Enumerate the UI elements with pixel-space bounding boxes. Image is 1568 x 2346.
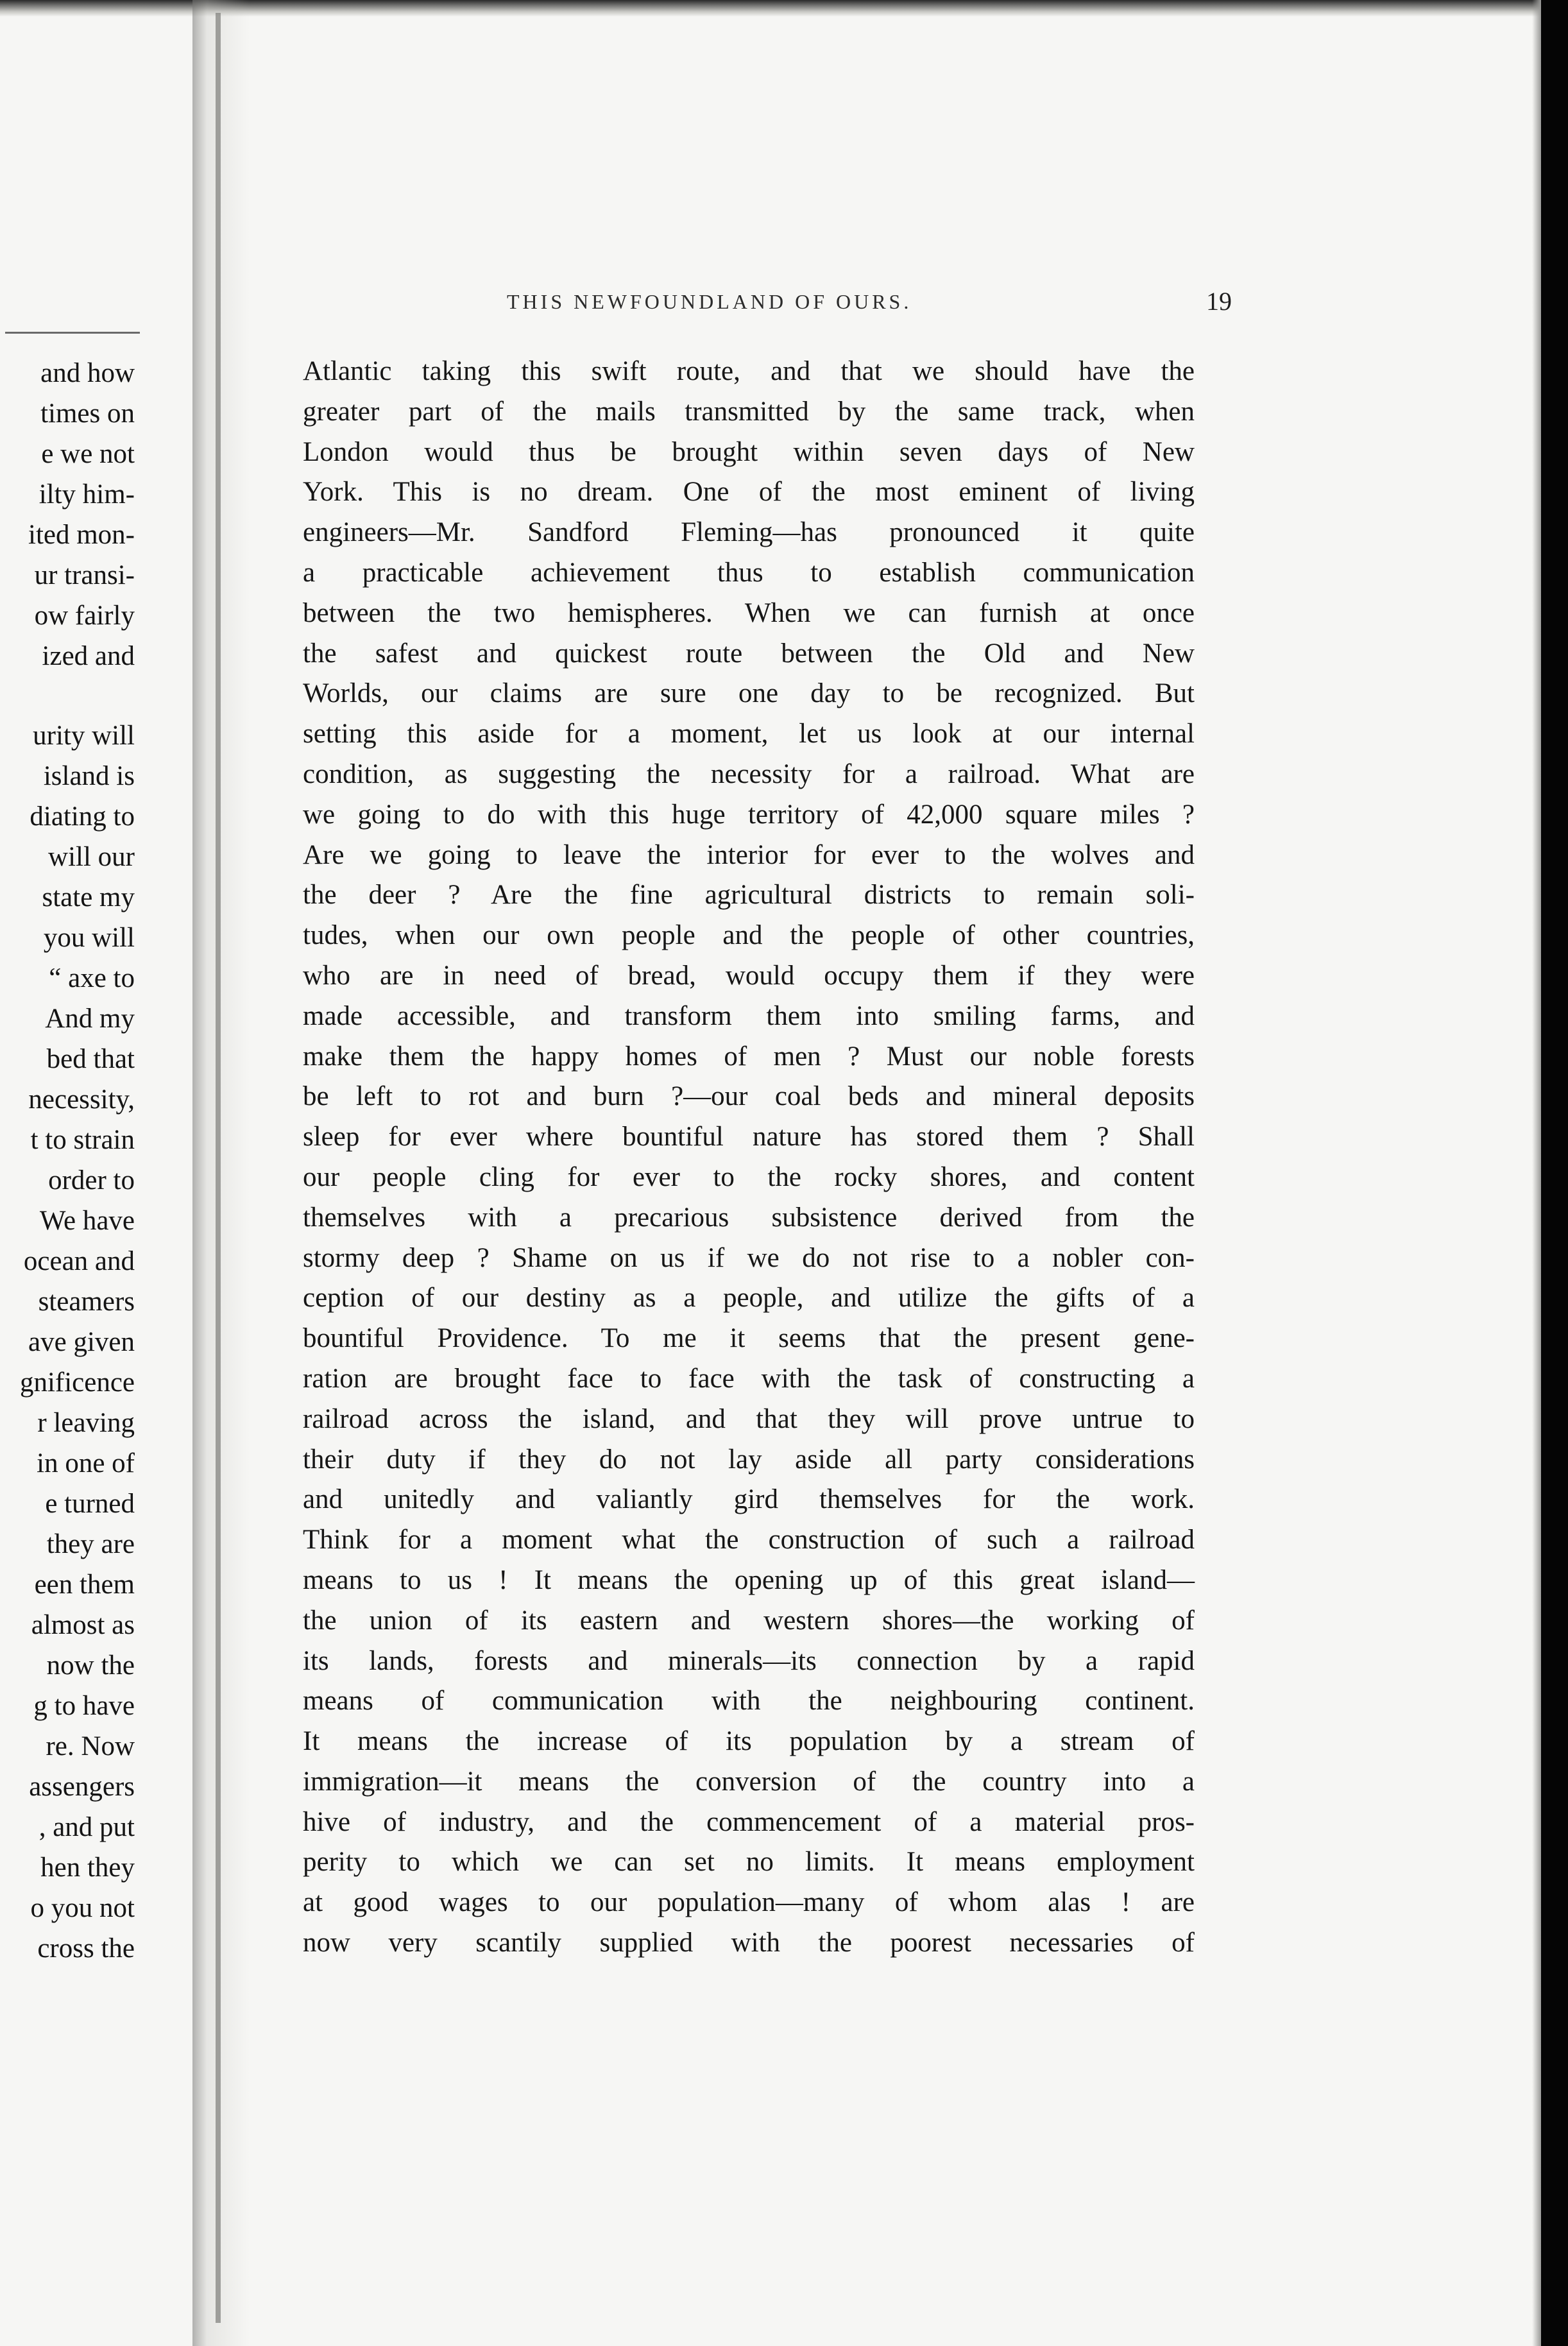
- left-page-line: steamers: [38, 1287, 135, 1317]
- body-text: [303, 352, 1195, 1964]
- page-number: 19: [1206, 287, 1232, 316]
- left-page-line: een them: [34, 1570, 135, 1600]
- left-page-line: ave given: [28, 1327, 135, 1357]
- text-line: Atlantic taking this swift route, and that we should have the: [303, 356, 1195, 386]
- left-page-fragment: [0, 0, 192, 2346]
- text-line: their duty if they do not lay aside all party considerations: [303, 1444, 1195, 1475]
- running-head: [302, 286, 1232, 318]
- left-page-line: necessity,: [28, 1084, 135, 1115]
- text-line: It means the increase of its population by a stream of: [303, 1726, 1195, 1757]
- text-line: condition, as suggesting the necessity for a railroad. What are: [303, 758, 1195, 789]
- book-spine-shadow: [192, 0, 250, 2346]
- left-page-line: cross the: [37, 1933, 135, 1964]
- left-page-line: assengers: [29, 1772, 135, 1802]
- text-line: a practicable achievement thus to establish communication: [303, 557, 1195, 588]
- left-page-line: order to: [48, 1165, 135, 1195]
- left-page-line: ur transi-: [34, 560, 135, 590]
- text-line: means to us ! It means the opening up of this great island—: [303, 1564, 1195, 1595]
- text-line: our people cling for ever to the rocky shores, and content: [303, 1161, 1195, 1192]
- left-page-line: will our: [48, 842, 135, 872]
- left-page-rule: [5, 332, 140, 334]
- left-page-line: ited mon-: [28, 520, 135, 550]
- text-line: the union of its eastern and western shores—the working of: [303, 1605, 1195, 1636]
- text-line: bountiful Providence. To me it seems that the present gene-: [303, 1323, 1195, 1354]
- text-line: between the two hemispheres. When we can furnish at once: [303, 597, 1195, 628]
- text-line: sleep for ever where bountiful nature has stored them ? Shall: [303, 1122, 1195, 1152]
- text-line: Are we going to leave the interior for ever to the wolves and: [303, 839, 1195, 870]
- left-page-line: urity will: [33, 721, 135, 751]
- text-line: made accessible, and transform them into smiling farms, and: [303, 1000, 1195, 1031]
- text-line: the deer ? Are the fine agricultural districts to remain soli-: [303, 880, 1195, 911]
- left-page-line: bed that: [46, 1044, 135, 1074]
- text-line: Think for a moment what the construction of such a railroad: [303, 1525, 1195, 1555]
- text-line: now very scantily supplied with the poorest necessaries of: [303, 1928, 1195, 1958]
- text-line: hive of industry, and the commencement of a material pros-: [303, 1806, 1195, 1837]
- text-line: engineers—Mr. Sandford Fleming—has pronounced it quite: [303, 517, 1195, 548]
- text-line: London would thus be brought within seven days of New: [303, 436, 1195, 467]
- left-page-line: times on: [40, 398, 135, 429]
- text-line: the safest and quickest route between the Old and New: [303, 638, 1195, 669]
- text-line: setting this aside for a moment, let us look at our internal: [303, 719, 1195, 749]
- text-line: railroad across the island, and that they will prove untrue to: [303, 1403, 1195, 1434]
- text-line: greater part of the mails transmitted by the same track, when: [303, 396, 1195, 427]
- text-line: Worlds, our claims are sure one day to be recognized. But: [303, 678, 1195, 709]
- text-line: make them the happy homes of men ? Must our noble forests: [303, 1041, 1195, 1072]
- left-page-line: hen they: [40, 1853, 135, 1883]
- text-line: York. This is no dream. One of the most eminent of living: [303, 477, 1195, 508]
- left-page-line: almost as: [31, 1610, 135, 1640]
- text-line: its lands, forests and minerals—its connection by a rapid: [303, 1645, 1195, 1676]
- text-line: who are in need of bread, would occupy them if they were: [303, 960, 1195, 991]
- left-page-line: o you not: [30, 1893, 135, 1923]
- left-page-line: in one of: [37, 1448, 135, 1478]
- text-line: themselves with a precarious subsistence derived from the: [303, 1202, 1195, 1233]
- left-page-line: e we not: [41, 439, 135, 469]
- text-line: ration are brought face to face with the task of constructing a: [303, 1363, 1195, 1394]
- left-page-line: island is: [43, 761, 135, 791]
- scanner-border: [1541, 0, 1568, 2346]
- left-page-line: ilty him-: [38, 479, 135, 509]
- text-line: at good wages to our population—many of whom alas ! are: [303, 1887, 1195, 1918]
- text-line: perity to which we can set no limits. It means employment: [303, 1847, 1195, 1878]
- book-gutter: [216, 13, 221, 2323]
- left-page-line: t to strain: [30, 1125, 135, 1155]
- text-line: immigration—it means the conversion of the country into a: [303, 1766, 1195, 1797]
- left-page-line: And my: [45, 1004, 135, 1034]
- left-page-line: you will: [43, 923, 135, 953]
- text-line: tudes, when our own people and the people of other countries,: [303, 920, 1195, 951]
- page-edge-shadow: [1532, 0, 1541, 2346]
- text-line: stormy deep ? Shame on us if we do not rise to a nobler con-: [303, 1242, 1195, 1273]
- left-page-line: , and put: [38, 1812, 135, 1842]
- left-page-line: ocean and: [23, 1246, 135, 1276]
- left-page-line: ized and: [42, 641, 135, 671]
- left-page-line: “ axe to: [49, 963, 135, 993]
- left-page-line: state my: [42, 882, 135, 912]
- text-line: we going to do with this huge territory of 42,000 square miles ?: [303, 799, 1195, 830]
- left-page-line: ow fairly: [34, 601, 135, 631]
- left-page-line: We have: [39, 1206, 135, 1236]
- left-page-lines: [0, 353, 135, 1969]
- left-page-line: diating to: [30, 801, 135, 832]
- left-page-line: g to have: [33, 1691, 135, 1721]
- text-line: be left to rot and burn ?—our coal beds and mineral deposits: [303, 1081, 1195, 1112]
- text-line: and unitedly and valiantly gird themselves for the work.: [303, 1484, 1195, 1515]
- left-page-line: r leaving: [37, 1408, 135, 1438]
- left-page-line: they are: [46, 1529, 135, 1559]
- left-page-line: e turned: [45, 1489, 135, 1519]
- running-title: THIS NEWFOUNDLAND OF OURS.: [507, 290, 912, 313]
- left-page-line: re. Now: [46, 1731, 135, 1761]
- text-line: ception of our destiny as a people, and utilize the gifts of a: [303, 1283, 1195, 1314]
- left-page-line: gnificence: [19, 1367, 135, 1398]
- text-line: means of communication with the neighbouring continent.: [303, 1686, 1195, 1717]
- left-page-line: now the: [46, 1650, 135, 1681]
- left-page-line: and how: [40, 358, 135, 388]
